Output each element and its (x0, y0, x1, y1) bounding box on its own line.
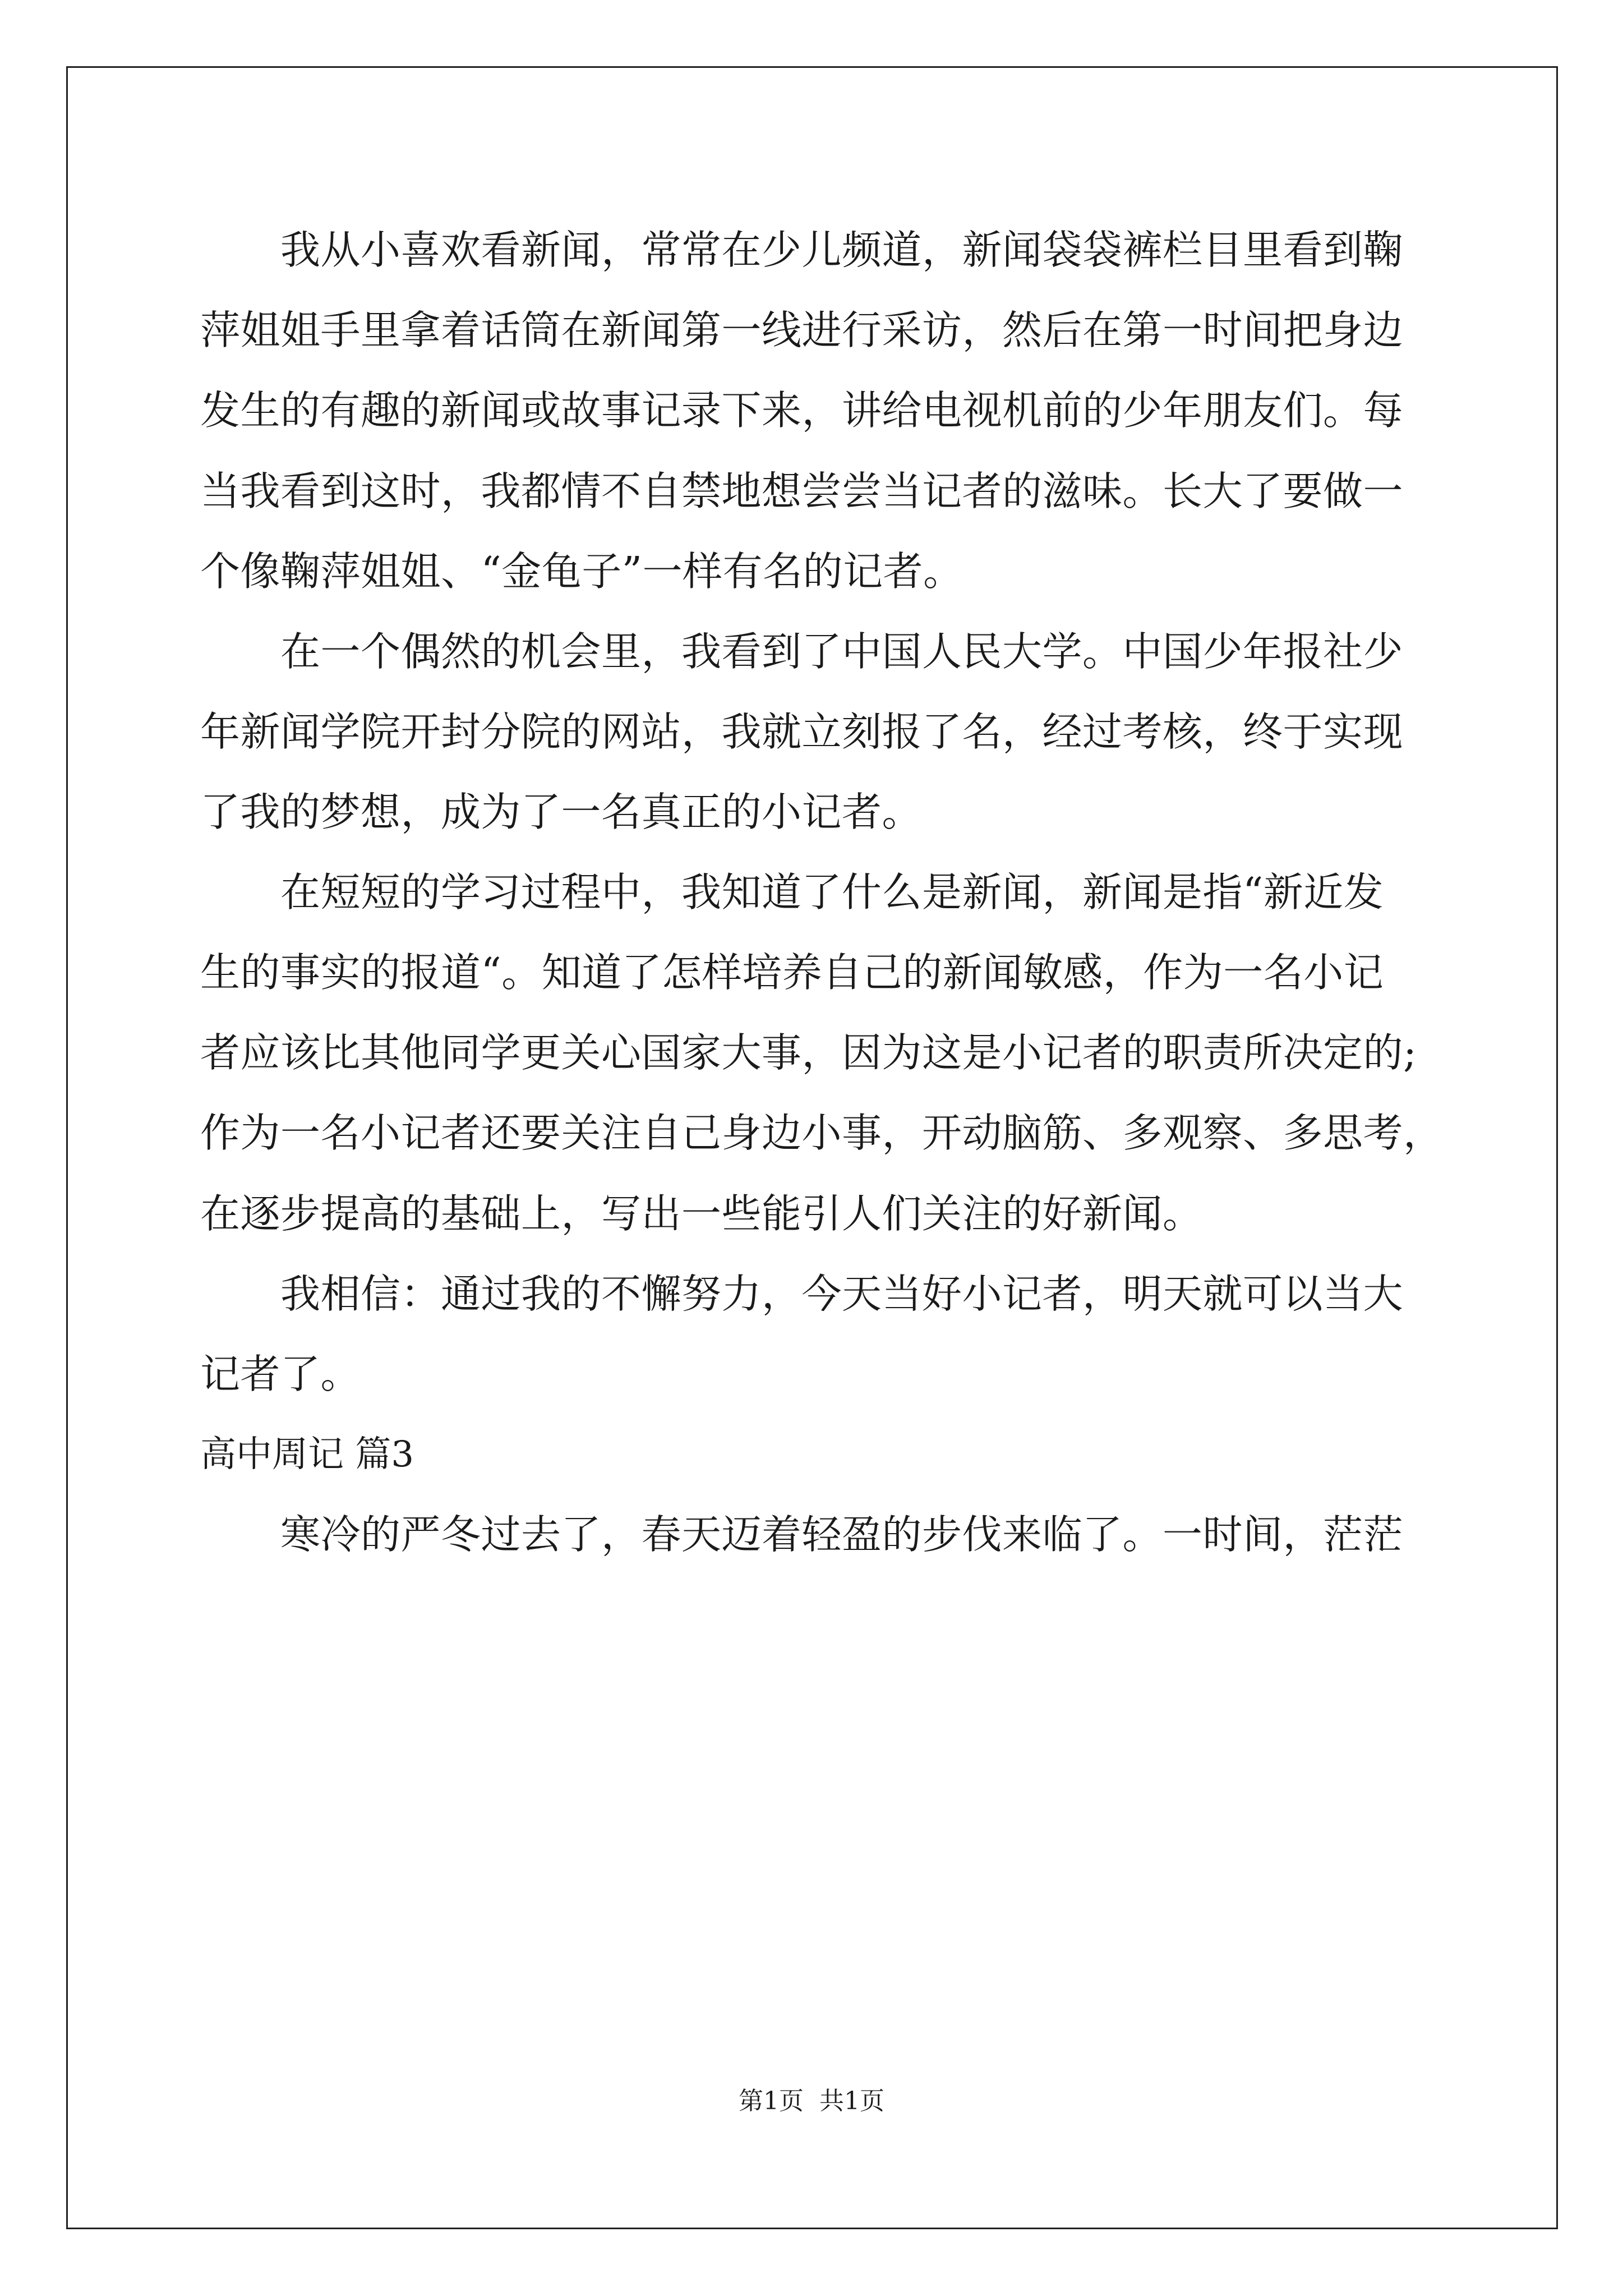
text-line: 了我的梦想，成为了一名真正的小记者。 (200, 789, 923, 835)
text-line: 我从小喜欢看新闻，常常在少儿频道，新闻袋袋裤栏目里看到鞠 (280, 227, 1404, 273)
section-heading: 高中周记 篇3 (200, 1434, 414, 1475)
text-line: 年新闻学院开封分院的网站，我就立刻报了名，经过考核，终于实现 (200, 708, 1404, 755)
text-line: 我相信：通过我的不懈努力，今天当好小记者，明天就可以当大 (280, 1271, 1404, 1317)
text-line: 在短短的学习过程中，我知道了什么是新闻，新闻是指“新近发 (280, 869, 1384, 915)
text-line: 者应该比其他同学更关心国家大事，因为这是小记者的职责所决定的; (200, 1029, 1417, 1076)
text-line: 生的事实的报道“。知道了怎样培养自己的新闻敏感，作为一名小记 (200, 949, 1384, 996)
text-line: 在一个偶然的机会里，我看到了中国人民大学。中国少年报社少 (280, 628, 1404, 675)
text-line: 寒冷的严冬过去了，春天迈着轻盈的步伐来临了。一时间，茫茫 (280, 1511, 1404, 1558)
text-line: 作为一名小记者还要关注自己身边小事，开动脑筋、多观察、多思考， (200, 1110, 1444, 1156)
text-line: 萍姐姐手里拿着话筒在新闻第一线进行采访，然后在第一时间把身边 (200, 307, 1404, 353)
text-line: 记者了。 (200, 1351, 361, 1397)
page-footer: 第1页 共1页 (739, 2087, 884, 2115)
text-line: 个像鞠萍姐姐、“金龟子”一样有名的记者。 (200, 548, 963, 595)
text-line: 当我看到这时，我都情不自禁地想尝尝当记者的滋味。长大了要做一 (200, 468, 1404, 514)
text-line: 在逐步提高的基础上，写出一些能引人们关注的好新闻。 (200, 1190, 1203, 1237)
text-line: 发生的有趣的新闻或故事记录下来，讲给电视机前的少年朋友们。每 (200, 387, 1404, 434)
